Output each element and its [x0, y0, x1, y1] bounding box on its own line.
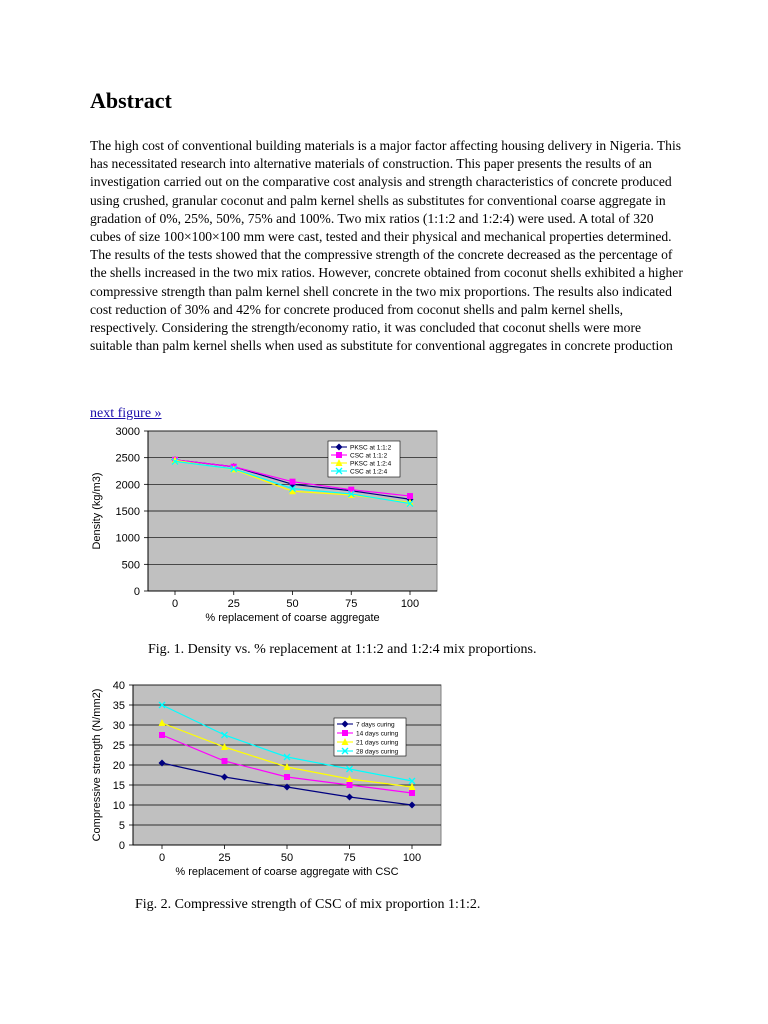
- fig1-legend-label-0: PKSC at 1:1:2: [350, 444, 392, 452]
- fig1-ytick-label: 0: [133, 586, 140, 598]
- fig1-xtick-label: 100: [400, 598, 420, 610]
- fig2-ytick-label: 10: [112, 800, 125, 812]
- fig1-xtick-label: 75: [345, 598, 358, 610]
- fig1-legend-marker-1: [336, 452, 342, 458]
- fig2-legend-marker-1: [342, 730, 348, 736]
- fig1-xtick-label: 50: [286, 598, 299, 610]
- fig2-ytick-label: 35: [112, 700, 125, 712]
- fig1-series-1-point: [407, 493, 413, 499]
- fig1-y-axis-label: Density (kg/m3): [91, 472, 103, 550]
- fig1-x-axis-label: % replacement of coarse aggregate: [205, 612, 380, 624]
- fig2-legend-label-1: 14 days curing: [356, 730, 399, 738]
- fig2-series-1-point: [222, 758, 228, 764]
- fig2-series-1-point: [347, 782, 353, 788]
- fig1-xtick-label: 0: [171, 598, 179, 610]
- fig2-legend-label-2: 21 days curing: [356, 739, 399, 747]
- fig2-legend-label-0: 7 days curing: [356, 721, 395, 729]
- fig2-ytick-label: 30: [112, 720, 125, 732]
- density-chart: [88, 424, 440, 628]
- fig2-ytick-label: 15: [112, 780, 125, 792]
- fig2-ytick-label: 40: [112, 680, 125, 692]
- fig2-series-1-point: [284, 774, 290, 780]
- abstract-body: The high cost of conventional building materials is a major factor affecting housing delivery in Nigeria. This has necessitated research into alternative materials of construction. This paper presents the results of an investigation carried out on the comparative cost analysis and strength characteristics of concrete produced using crushed, granular coconut and palm kernel shells as substitutes for conventional coarse aggregate in gradation of 0%, 25%, 50%, 75% and 100%. Two mix ratios (1:1:2 and 1:2:4) were used. A total of 320 cubes of size 100×100×100 mm were cast, tested and their physical and mechanical properties determined. The results of the tests showed that the compressive strength of the concrete decreased as the percentage of the shells increased in the two mix ratios. However, concrete obtained from coconut shells exhibited a higher compressive strength than palm kernel shell concrete in the two mix proportions. The results also indicated cost reduction of 30% and 42% for concrete produced from coconut shells and palm kernel shells, respectively. Considering the strength/economy ratio, it was concluded that coconut shells were more suitable than palm kernel shells when used as substitute for conventional aggregates in concrete production: [90, 138, 683, 354]
- fig1-legend-label-2: PKSC at 1:2:4: [350, 460, 392, 468]
- fig2-y-axis-label: Compressive strength (N/mm2): [91, 688, 103, 842]
- abstract-heading: Abstract: [90, 88, 172, 113]
- fig1-ytick-label: 1000: [115, 532, 140, 545]
- fig2-series-1-point: [159, 732, 165, 738]
- fig2-xtick-label: 0: [158, 852, 166, 864]
- fig2-xtick-label: 25: [218, 852, 231, 864]
- fig1-caption: Fig. 1. Density vs. % replacement at 1:1:2 and 1:2:4 mix proportions.: [148, 642, 537, 657]
- fig1-ytick-label: 2500: [115, 452, 140, 465]
- fig2-xtick-label: 100: [402, 852, 422, 864]
- fig2-ytick-label: 5: [118, 820, 125, 832]
- fig2-ytick-label: 0: [118, 840, 125, 852]
- fig1-legend-label-3: CSC at 1:2:4: [350, 468, 388, 476]
- fig2-legend-label-3: 28 days curing: [356, 748, 399, 756]
- compressive-strength-chart: [88, 676, 448, 886]
- fig1-ytick-label: 500: [121, 559, 140, 572]
- fig1-ytick-label: 3000: [115, 426, 140, 438]
- fig1-xtick-label: 25: [227, 598, 240, 610]
- fig1-ytick-label: 1500: [115, 506, 140, 518]
- fig1-series-1-point: [290, 479, 296, 485]
- next-figure-link[interactable]: next figure »: [90, 406, 162, 421]
- fig2-xtick-label: 75: [343, 852, 356, 864]
- fig2-ytick-label: 25: [112, 740, 125, 752]
- fig2-series-1-point: [409, 790, 415, 796]
- fig1-ytick-label: 2000: [115, 479, 140, 492]
- fig2-xtick-label: 50: [280, 852, 294, 864]
- fig2-ytick-label: 20: [112, 760, 125, 772]
- fig2-x-axis-label: % replacement of coarse aggregate with CSC: [175, 866, 399, 878]
- fig2-caption: Fig. 2. Compressive strength of CSC of mix proportion 1:1:2.: [135, 897, 481, 912]
- fig1-legend-label-1: CSC at 1:1:2: [350, 452, 388, 460]
